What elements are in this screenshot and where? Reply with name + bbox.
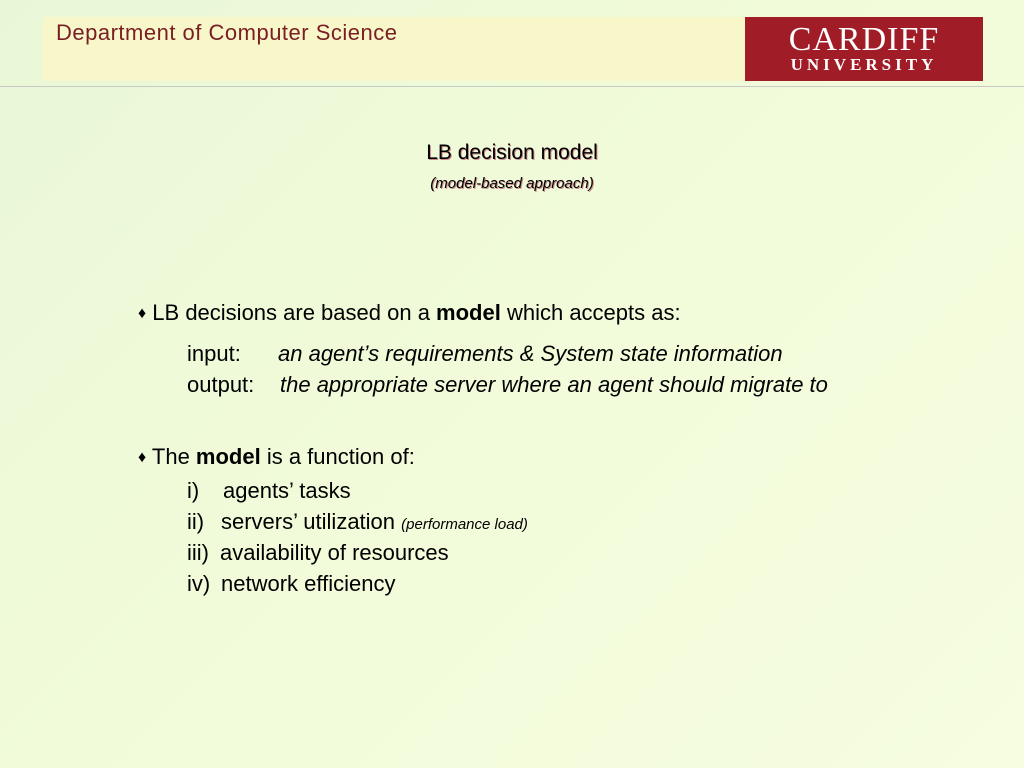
diamond-bullet-icon: ♦ <box>138 305 147 322</box>
header-divider <box>0 86 1024 87</box>
bullet-1 <box>138 300 681 326</box>
list-item-note: (performance load) <box>401 516 528 533</box>
logo-bottom-text: UNIVERSITY <box>790 55 938 74</box>
slide-title: LB decision model <box>426 141 598 164</box>
list-item <box>187 571 210 597</box>
slide-subtitle: (model-based approach) <box>430 175 594 192</box>
bullet-1-text-pre: LB decisions are based on a <box>152 300 437 325</box>
list-item-text: network efficiency <box>221 571 396 596</box>
bullet-2-text-post: is a function of: <box>260 444 415 469</box>
bullet-2-text-pre: The <box>151 444 196 469</box>
input-line <box>187 341 241 367</box>
bullet-2 <box>138 444 415 470</box>
list-item-number: iii) <box>187 540 209 565</box>
list-item <box>187 540 209 566</box>
diamond-bullet-icon: ♦ <box>138 449 147 466</box>
department-name: Department of Computer Science <box>56 20 398 45</box>
bullet-1-text-post: which accepts as: <box>500 300 681 325</box>
output-value: the appropriate server where an agent should migrate to <box>280 372 828 397</box>
logo-top-text: CARDIFF <box>788 21 940 58</box>
output-label: output: <box>187 372 255 397</box>
university-logo <box>745 17 983 81</box>
list-item-text: agents’ tasks <box>223 478 351 503</box>
list-item-text: availability of resources <box>220 540 449 565</box>
list-item-number: iv) <box>187 571 211 596</box>
list-item <box>187 478 199 504</box>
input-value: an agent’s requirements & System state information <box>278 341 783 366</box>
list-item-text-main: servers’ utilization <box>221 509 396 534</box>
bullet-2-bold: model <box>195 444 261 469</box>
list-item <box>187 509 204 535</box>
output-line <box>187 372 254 398</box>
input-label: input: <box>187 341 241 366</box>
list-item-text <box>221 509 528 535</box>
list-item-number: ii) <box>187 509 205 534</box>
list-item-number: i) <box>187 478 200 503</box>
bullet-1-bold: model <box>436 300 501 325</box>
